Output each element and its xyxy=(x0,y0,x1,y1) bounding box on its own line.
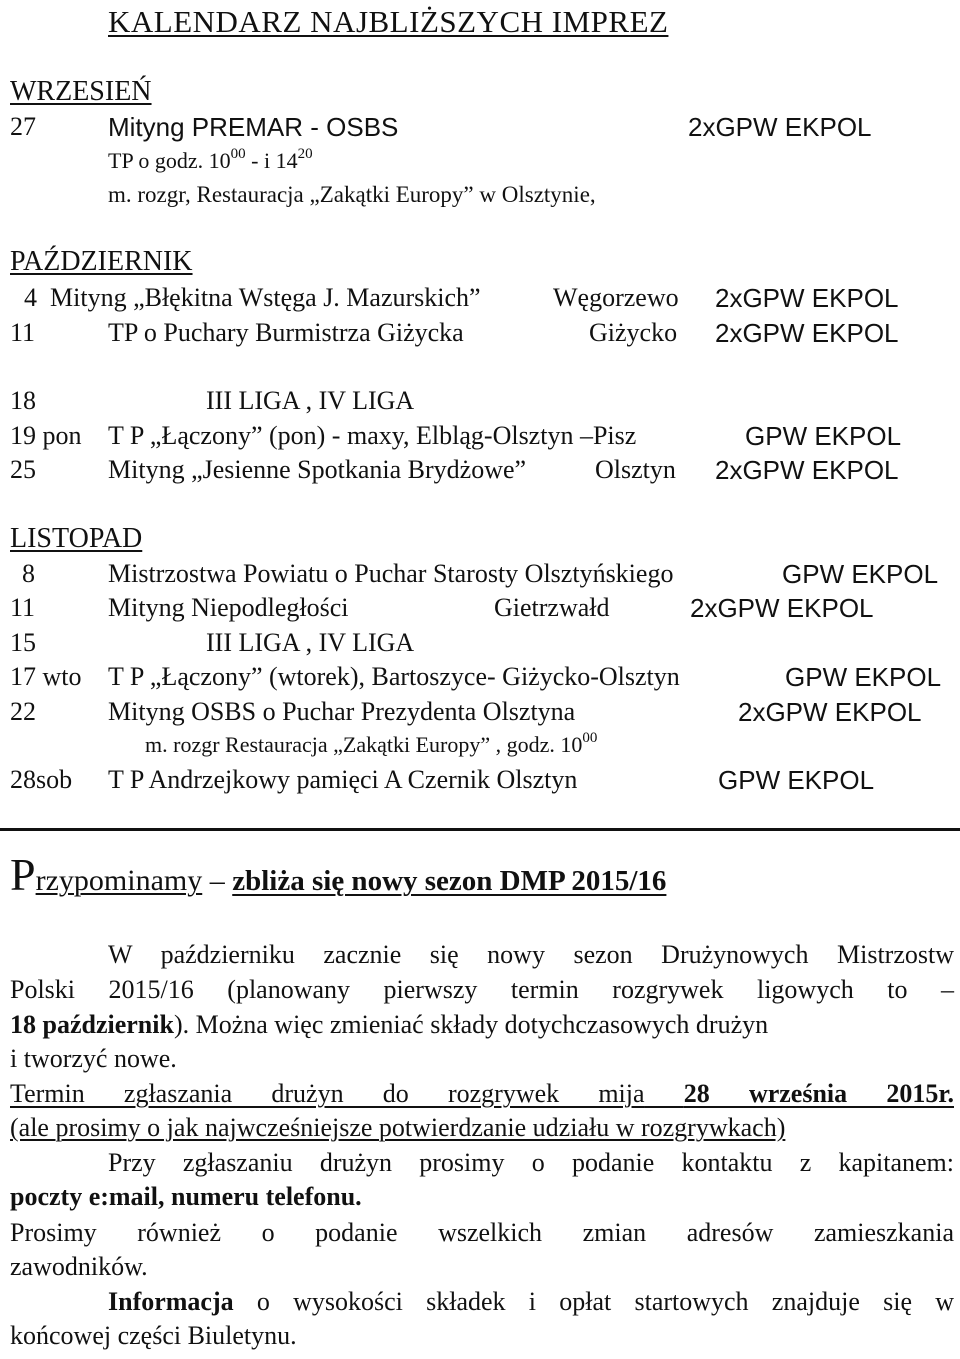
reminder-paragraph-line: Polski 2015/16 (planowany pierwszy termin rozgrywek ligowych to – xyxy=(10,975,954,1004)
month-october: PAŹDZIERNIK xyxy=(10,246,193,277)
event-points: GPW EKPOL xyxy=(745,421,902,451)
address-line: zawodników. xyxy=(10,1252,148,1281)
reminder-paragraph-line: W październiku zacznie się nowy sezon Drużynowych Mistrzostw xyxy=(108,940,954,969)
event-day: 19 pon xyxy=(10,421,82,450)
contact-line: Przy zgłaszaniu drużyn prosimy o podanie kontaktu z kapitanem: xyxy=(108,1148,954,1177)
info-line: końcowej części Biuletynu. xyxy=(10,1321,297,1350)
deadline-line: Termin zgłaszania drużyn do rozgrywek mija 28 września 2015r. xyxy=(10,1079,954,1108)
info-line: Informacja o wysokości składek i opłat startowych znajduje się w xyxy=(108,1287,954,1316)
event-title: Mityng „Jesienne Spotkania Brydżowe” xyxy=(108,455,527,484)
month-november: LISTOPAD xyxy=(10,523,143,554)
event-points: 2xGPW EKPOL xyxy=(715,283,899,313)
contact-line: poczty e:mail, numeru telefonu. xyxy=(10,1182,362,1211)
event-title: T P „Łączony” (pon) - maxy, Elbląg-Olsztyn –Pisz xyxy=(108,421,637,450)
event-day: 8 xyxy=(22,559,35,588)
event-day: 27 xyxy=(10,112,36,141)
event-points: GPW EKPOL xyxy=(785,662,942,692)
month-september: WRZESIEŃ xyxy=(10,76,152,107)
event-title: III LIGA , IV LIGA xyxy=(206,386,415,415)
reminder-paragraph-line: 18 październik). Można więc zmieniać składy dotychczasowych drużyn xyxy=(10,1010,769,1039)
event-place: Gietrzwałd xyxy=(494,593,610,622)
event-place: Olsztyn xyxy=(595,455,676,484)
event-venue-note: m. rozgr, Restauracja „Zakątki Europy” w Olsztynie, xyxy=(108,182,596,207)
event-title: III LIGA , IV LIGA xyxy=(206,628,415,657)
address-line: Prosimy również o podanie wszelkich zmian adresów zamieszkania xyxy=(10,1218,954,1247)
event-points: 2xGPW EKPOL xyxy=(715,455,899,485)
event-venue-note: m. rozgr Restauracja „Zakątki Europy” , godz. $10^{00}$ xyxy=(145,730,598,757)
event-title: Mistrzostwa Powiatu o Puchar Starosty Olsztyńskiego xyxy=(108,559,674,588)
event-place: Giżycko xyxy=(589,318,678,347)
event-title: TP o Puchary Burmistrza Giżycka xyxy=(108,318,464,347)
event-day: 28sob xyxy=(10,765,73,794)
event-title: Mityng PREMAR - OSBS xyxy=(108,112,399,142)
reminder-paragraph-line: i tworzyć nowe. xyxy=(10,1044,177,1073)
reminder-heading: Przypominamy – zbliża się nowy sezon DMP 2015/16 xyxy=(10,849,667,900)
event-day: 15 xyxy=(10,628,36,657)
section-divider xyxy=(0,828,960,831)
page-title: KALENDARZ NAJBLIŻSZYCH IMPREZ xyxy=(108,4,669,39)
confirm-line: (ale prosimy o jak najwcześniejsze potwierdzanie udziału w rozgrywkach) xyxy=(10,1113,786,1142)
event-points: 2xGPW EKPOL xyxy=(738,697,922,727)
event-time-note: TP o godz. $10^{00}$ - i $14^{20}$ xyxy=(108,146,313,173)
event-day: 4 xyxy=(24,283,37,312)
event-points: GPW EKPOL xyxy=(782,559,939,589)
event-points: 2xGPW EKPOL xyxy=(690,593,874,623)
event-day: 22 xyxy=(10,697,36,726)
event-title: Mityng OSBS o Puchar Prezydenta Olsztyna xyxy=(108,697,576,726)
event-day: 25 xyxy=(10,455,36,484)
event-day: 11 xyxy=(10,593,36,622)
event-points: 2xGPW EKPOL xyxy=(688,112,872,142)
event-day: 11 xyxy=(10,318,36,347)
event-place: Węgorzewo xyxy=(553,283,679,312)
event-title: T P „Łączony” (wtorek), Bartoszyce- Giżycko-Olsztyn xyxy=(108,662,680,691)
event-points: 2xGPW EKPOL xyxy=(715,318,899,348)
event-title: Mityng „Błękitna Wstęga J. Mazurskich” xyxy=(50,283,481,312)
event-day: 18 xyxy=(10,386,36,415)
event-title: Mityng Niepodległości xyxy=(108,593,349,622)
event-points: GPW EKPOL xyxy=(718,765,875,795)
event-day: 17 wto xyxy=(10,662,82,691)
event-title: T P Andrzejkowy pamięci A Czernik Olsztyn xyxy=(108,765,578,794)
